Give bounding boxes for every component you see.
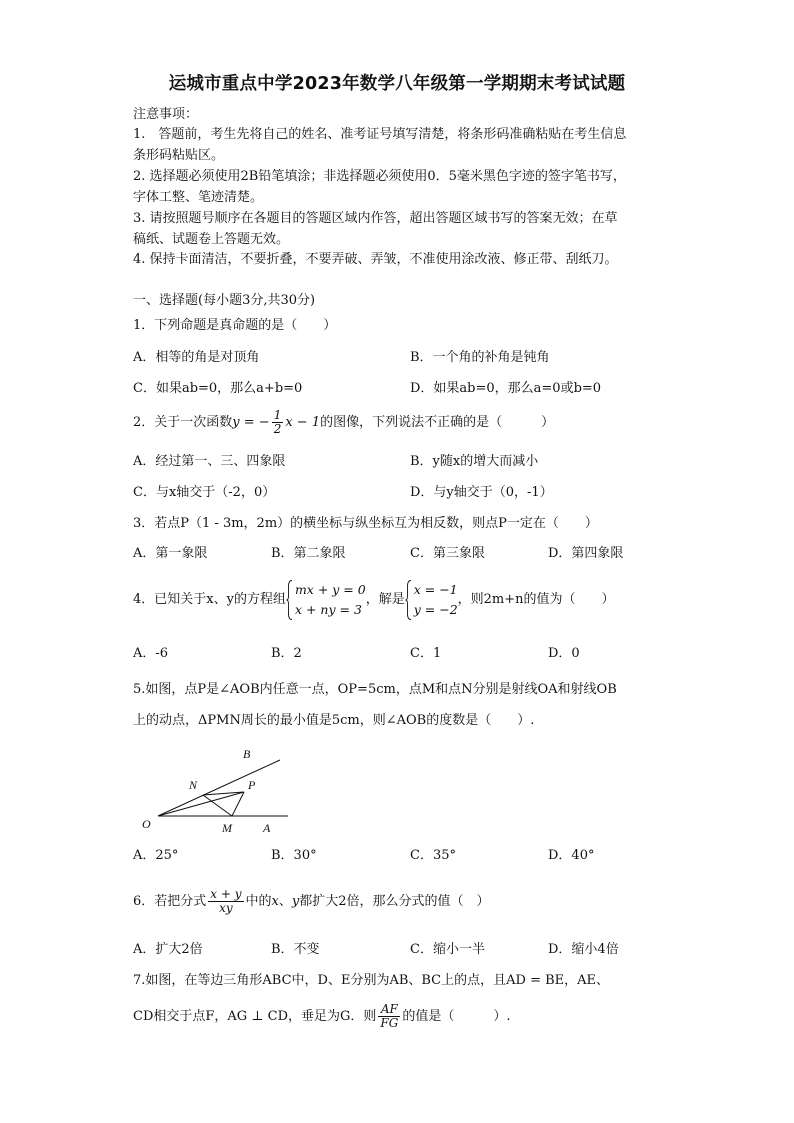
notice-line: 1. 答题前，考生先将自己的姓名、准考证号填写清楚，将条形码准确粘贴在考生信息 bbox=[133, 127, 627, 142]
math-variable: x bbox=[271, 894, 279, 909]
option-b: B．不变 bbox=[271, 942, 320, 957]
math-variable: y bbox=[291, 894, 300, 909]
option-c: C．与x轴交于（-2，0） bbox=[133, 485, 276, 500]
left-brace-icon bbox=[405, 580, 412, 620]
stem-text: CD相交于点F，AG ⊥ CD，垂足为G．则 bbox=[133, 1009, 377, 1024]
option-d: D．如果ab=0，那么a=0或b=0 bbox=[410, 381, 602, 396]
stem-text: 、 bbox=[278, 894, 292, 909]
question-stem: 上的动点，ΔPMN周长的最小值是5cm，则∠AOB的度数是（ ）. bbox=[133, 713, 535, 728]
segment-nm bbox=[203, 795, 232, 816]
fraction-denominator: xy bbox=[219, 901, 233, 915]
label-p: P bbox=[248, 778, 256, 792]
option-c: C．缩小一半 bbox=[410, 942, 485, 957]
option-d: D．40° bbox=[548, 848, 595, 863]
notice-line: 2. 选择题必须使用2B铅笔填涂；非选择题必须使用0．5毫米黑色字迹的签字笔书写， bbox=[133, 169, 626, 184]
label-n: N bbox=[189, 778, 198, 792]
option-b: B．一个角的补角是钝角 bbox=[410, 350, 550, 365]
question-stem: 7.如图，在等边三角形ABC中，D、E分别为AB、BC上的点，且AD = BE，AE、 bbox=[133, 973, 610, 988]
question-stem: 1．下列命题是真命题的是（ ） bbox=[133, 318, 337, 333]
equation-row: mx + y = 0 bbox=[294, 581, 366, 597]
notice-heading: 注意事项： bbox=[133, 107, 199, 122]
label-a: A bbox=[263, 821, 271, 835]
notice-line: 稿纸、试题卷上答题无效。 bbox=[133, 232, 290, 247]
notice-line: 3. 请按照题号顺序在各题目的答题区域内作答，超出答题区域书写的答案无效；在草 bbox=[133, 211, 618, 226]
notice-line: 4. 保持卡面清洁，不要折叠，不要弄破、弄皱，不准使用涂改液、修正带、刮纸刀。 bbox=[133, 252, 618, 267]
label-b: B bbox=[243, 747, 251, 761]
math-expression: x − 1 bbox=[285, 415, 321, 430]
ray-ob bbox=[158, 760, 280, 816]
stem-text: 4．已知关于x、y的方程组 bbox=[133, 592, 286, 607]
fraction-denominator: FG bbox=[380, 1016, 399, 1030]
option-a: A．第一象限 bbox=[133, 546, 208, 561]
equation-row: x + ny = 3 bbox=[294, 601, 362, 617]
question-stem bbox=[133, 408, 554, 438]
left-brace-icon bbox=[286, 580, 293, 620]
label-m: M bbox=[222, 821, 232, 835]
option-b: B．2 bbox=[271, 646, 302, 661]
label-o: O bbox=[142, 817, 151, 831]
equation-system bbox=[286, 580, 366, 620]
notice-line: 条形码粘贴区。 bbox=[133, 148, 225, 163]
angle-diagram bbox=[130, 742, 300, 838]
segment-mp bbox=[232, 792, 244, 816]
question-stem: 5.如图，点P是∠AOB内任意一点，OP=5cm，点M和点N分别是射线OA和射线OB bbox=[133, 682, 617, 697]
fraction-numerator: x + y bbox=[210, 887, 242, 901]
option-a: A．扩大2倍 bbox=[133, 942, 203, 957]
question-stem bbox=[133, 886, 490, 918]
stem-text: 都扩大2倍，那么分式的值（ ） bbox=[299, 894, 490, 909]
option-c: C．如果ab=0，那么a+b=0 bbox=[133, 381, 303, 396]
page-title: 运城市重点中学2023年数学八年级第一学期期末考试试题 bbox=[168, 74, 626, 94]
equation-row: x = −1 bbox=[413, 581, 458, 597]
option-d: D．第四象限 bbox=[548, 546, 624, 561]
stem-text: 中的 bbox=[245, 894, 272, 909]
option-d: D．与y轴交于（0，-1） bbox=[410, 485, 553, 500]
question-stem bbox=[133, 578, 615, 622]
option-d: D．0 bbox=[548, 646, 580, 661]
section-heading: 一、选择题(每小题3分,共30分) bbox=[133, 293, 316, 308]
fraction bbox=[378, 1003, 400, 1030]
option-b: B．第二象限 bbox=[271, 546, 346, 561]
option-b: B．y随x的增大而减小 bbox=[410, 454, 539, 469]
option-c: C．1 bbox=[410, 646, 442, 661]
segment-op bbox=[158, 792, 244, 816]
stem-text: 6．若把分式 bbox=[133, 894, 207, 909]
solution-system bbox=[405, 580, 458, 620]
option-c: C．35° bbox=[410, 848, 456, 863]
option-b: B．30° bbox=[271, 848, 317, 863]
option-a: A．25° bbox=[133, 848, 179, 863]
option-d: D．缩小4倍 bbox=[548, 942, 619, 957]
stem-text: 的值是（ ）. bbox=[402, 1009, 511, 1024]
question-stem bbox=[133, 1000, 510, 1034]
fraction bbox=[208, 888, 243, 915]
stem-text: ，解是 bbox=[365, 592, 405, 607]
question-stem: 3．若点P（1 - 3m，2m）的横坐标与纵坐标互为相反数，则点P一定在（ ） bbox=[133, 516, 598, 531]
fraction-denominator: 2 bbox=[273, 422, 282, 436]
notice-line: 字体工整、笔迹清楚。 bbox=[133, 190, 264, 205]
stem-text: 2．关于一次函数 bbox=[133, 415, 233, 430]
option-a: A．相等的角是对顶角 bbox=[133, 350, 260, 365]
option-a: A．经过第一、三、四象限 bbox=[133, 454, 286, 469]
fraction-numerator: AF bbox=[378, 1003, 400, 1017]
fraction bbox=[272, 409, 284, 436]
equation-row: y = −2 bbox=[413, 601, 458, 617]
math-expression: y = − bbox=[232, 415, 270, 430]
stem-text: 的图像，下列说法不正确的是（ ） bbox=[320, 415, 555, 430]
fraction-numerator: 1 bbox=[273, 408, 282, 422]
option-a: A．-6 bbox=[133, 646, 169, 661]
stem-text: ，则2m+n的值为（ ） bbox=[457, 592, 615, 607]
option-c: C．第三象限 bbox=[410, 546, 485, 561]
